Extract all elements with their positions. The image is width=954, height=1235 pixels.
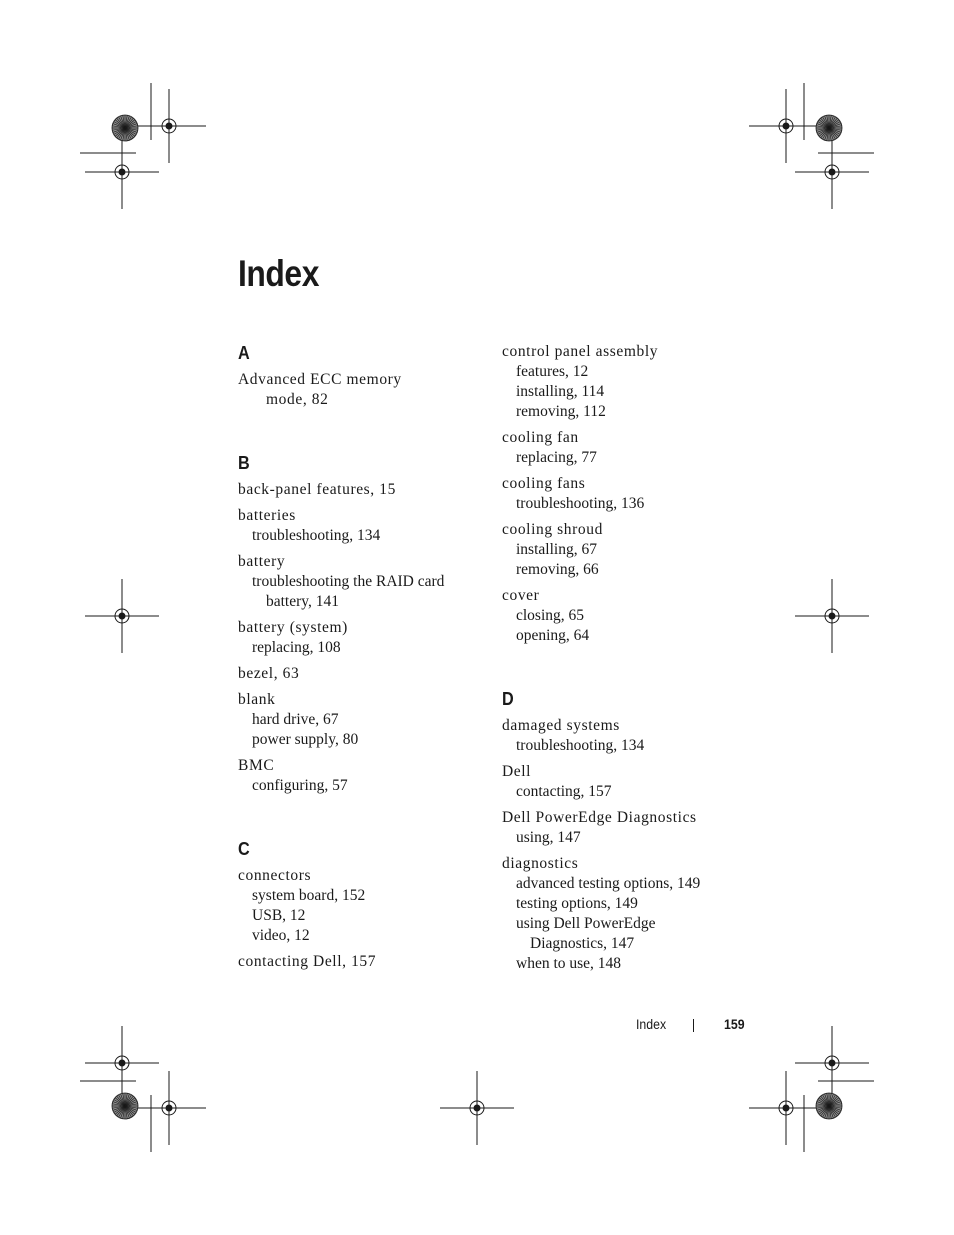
section-letter: A [238,343,250,363]
index-term: BMC [238,757,275,774]
starburst-target [816,1093,842,1119]
index-subentry: opening, 64 [516,627,590,644]
starburst-target [816,115,842,141]
index-subentry: replacing, 77 [516,449,597,466]
index-subentry-continuation: battery, 141 [266,593,340,610]
index-term: contacting Dell, 157 [238,953,377,970]
index-subentry: power supply, 80 [252,731,359,748]
registration-mark [795,1026,869,1100]
index-term: batteries [238,507,296,524]
index-entry [238,370,478,410]
index-subentry: configuring, 57 [252,777,348,794]
index-column-left [238,342,478,1014]
registration-mark [795,135,869,209]
index-entry [238,664,478,684]
index-term: cooling shroud [502,521,603,538]
index-subentry: troubleshooting, 136 [516,495,645,512]
registration-mark [440,1071,514,1145]
index-subentry: using Dell PowerEdge [516,915,656,932]
registration-mark [749,1071,823,1145]
index-entry [502,474,742,514]
index-subentry: troubleshooting the RAID card [252,573,445,590]
section-letter: B [238,453,250,473]
starburst-target [112,115,138,141]
index-subentry: installing, 114 [516,383,605,400]
registration-mark [749,89,823,163]
index-term: Advanced ECC memory [238,371,402,388]
index-entry [238,756,478,796]
index-subentry: using, 147 [516,829,581,846]
index-subentry: when to use, 148 [516,955,622,972]
index-term-continuation: mode, 82 [266,391,329,408]
index-subentry: troubleshooting, 134 [252,527,381,544]
footer-label: Index [636,1016,667,1032]
index-entry [238,506,478,546]
index-term: battery [238,553,286,570]
index-term: cooling fans [502,475,586,492]
index-entry [238,552,478,612]
index-entry [238,866,478,946]
index-term: connectors [238,867,312,884]
index-subentry: installing, 67 [516,541,597,558]
index-entry [502,716,742,756]
index-entry [502,520,742,580]
index-section [502,342,742,646]
registration-mark [85,135,159,209]
index-subentry: advanced testing options, 149 [516,875,701,892]
page-title: Index [238,253,319,294]
index-entry [502,586,742,646]
index-term: cover [502,587,540,604]
index-subentry: troubleshooting, 134 [516,737,645,754]
index-subentry: video, 12 [252,927,310,944]
index-subentry: closing, 65 [516,607,585,624]
index-entry [502,808,742,848]
starburst-target [112,1093,138,1119]
index-entry [238,618,478,658]
index-section [502,688,742,974]
index-entry [502,342,742,422]
index-entry [502,428,742,468]
section-letter: D [502,689,514,709]
index-term: Dell PowerEdge Diagnostics [502,809,697,826]
index-entry [238,480,478,500]
index-entry [502,762,742,802]
index-subentry: USB, 12 [252,907,306,924]
index-subentry: system board, 152 [252,887,366,904]
registration-mark [795,579,869,653]
index-term: diagnostics [502,855,579,872]
section-letter: C [238,839,250,859]
index-term: cooling fan [502,429,579,446]
index-subentry: features, 12 [516,363,589,380]
index-term: bezel, 63 [238,665,300,682]
index-subentry-continuation: Diagnostics, 147 [530,935,635,952]
index-entry [238,952,478,972]
index-subentry: removing, 66 [516,561,599,578]
index-subentry: replacing, 108 [252,639,341,656]
index-column-right [502,342,742,1016]
index-term: damaged systems [502,717,620,734]
index-subentry: removing, 112 [516,403,606,420]
index-section [238,452,478,796]
index-term: battery (system) [238,619,348,636]
index-entry [238,690,478,750]
index-subentry: hard drive, 67 [252,711,339,728]
registration-mark [132,89,206,163]
page-number: 159 [724,1016,745,1032]
index-term: Dell [502,763,532,780]
index-section [238,838,478,972]
index-term: blank [238,691,276,708]
index-subentry: testing options, 149 [516,895,638,912]
index-entry [502,854,742,974]
footer-separator [693,1019,694,1032]
registration-mark [85,1026,159,1100]
index-term: control panel assembly [502,343,659,360]
registration-mark [85,579,159,653]
index-term: back-panel features, 15 [238,481,396,498]
index-section [238,342,478,410]
index-subentry: contacting, 157 [516,783,612,800]
registration-mark [132,1071,206,1145]
